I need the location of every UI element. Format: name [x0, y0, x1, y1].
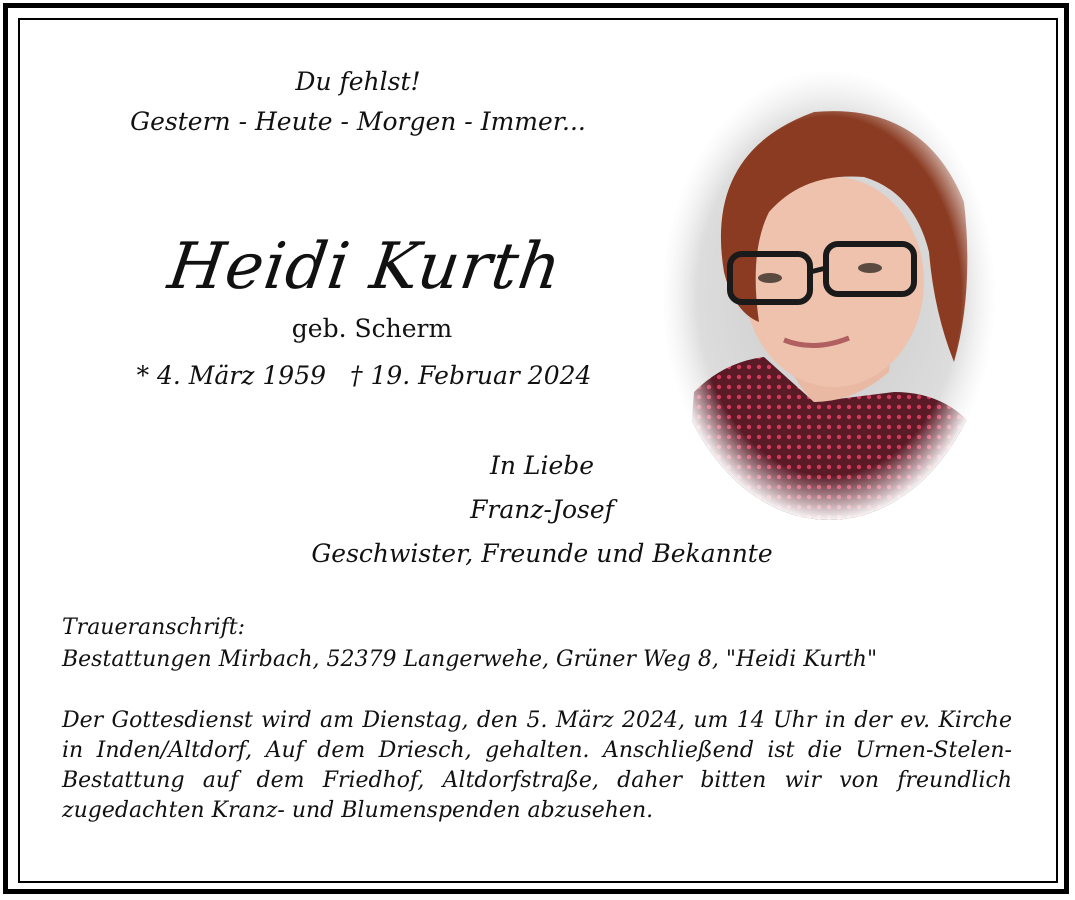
portrait-illustration	[664, 72, 994, 520]
mourners-line-3: Geschwister, Freunde und Bekannte	[311, 539, 773, 568]
service-info: Der Gottesdienst wird am Dienstag, den 5. März 2024, um 14 Uhr in der ev. Kirche in Inden/Altdorf, Auf dem Driesch, gehalten. Anschließend ist die Urnen-Stelen-Bestattung auf dem Friedhof, Altdorfstraße, daher bitten wir von freundlich zugedachten Kranz- und Blumenspenden abzusehen.	[62, 708, 1012, 823]
motto-line-2: Gestern - Heute - Morgen - Immer...	[130, 107, 586, 136]
mourning-address	[62, 612, 1022, 676]
address-label: Traueranschrift:	[62, 615, 246, 640]
death-date: † 19. Februar 2024	[350, 361, 592, 390]
motto-line-1: Du fehlst!	[295, 67, 421, 96]
portrait-photo	[664, 72, 994, 520]
deceased-name: Heidi Kurth	[163, 230, 567, 304]
mourners-line-2: Franz-Josef	[470, 495, 614, 524]
address-value: Bestattungen Mirbach, 52379 Langerwehe, Grüner Weg 8, "Heidi Kurth"	[62, 647, 878, 672]
birth-date: * 4. März 1959	[136, 361, 327, 390]
life-dates	[104, 358, 624, 394]
motto	[118, 62, 598, 142]
birth-name: geb. Scherm	[291, 314, 453, 343]
mourners-line-1: In Liebe	[489, 451, 595, 480]
